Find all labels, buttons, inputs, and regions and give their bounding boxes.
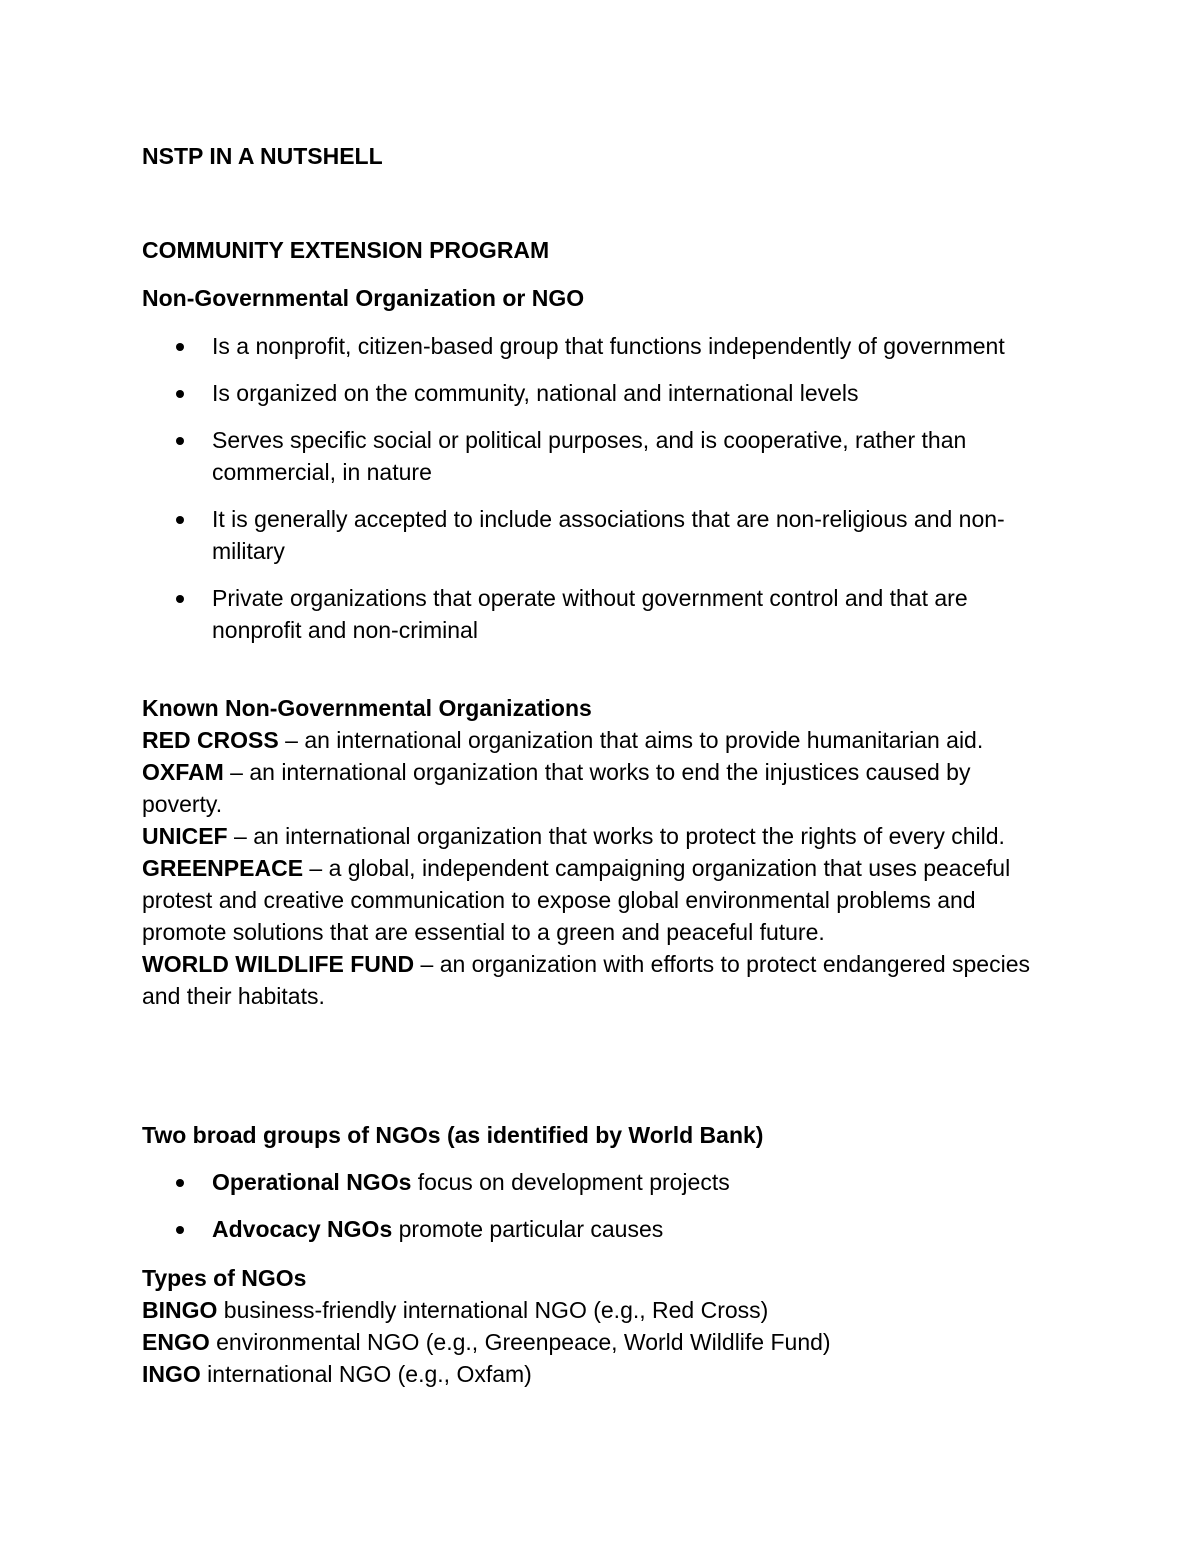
ngo-name: UNICEF xyxy=(142,823,228,849)
ngo-type-abbr: ENGO xyxy=(142,1329,210,1355)
ngo-description: – an international organization that works to end the injustices caused by poverty. xyxy=(142,759,971,817)
ngo-entry-red-cross xyxy=(142,724,1042,756)
ngo-types-heading: Types of NGOs xyxy=(142,1265,307,1291)
section-heading: COMMUNITY EXTENSION PROGRAM xyxy=(142,237,550,263)
bullet-icon xyxy=(176,595,184,603)
ngo-entry-unicef xyxy=(142,820,1042,852)
ngo-entry-greenpeace xyxy=(142,852,1042,948)
document-title: NSTP IN A NUTSHELL xyxy=(142,143,383,169)
ngo-name: GREENPEACE xyxy=(142,855,304,881)
ngo-name: OXFAM xyxy=(142,759,224,785)
bullet-icon xyxy=(176,343,184,351)
list-item-text: Serves specific social or political purposes, and is cooperative, rather than commercial, in nature xyxy=(212,427,967,485)
ngo-groups-section xyxy=(142,1119,1062,1260)
list-item-text: Is organized on the community, national and international levels xyxy=(212,380,859,406)
group-description: focus on development projects xyxy=(411,1169,730,1195)
ngo-groups-heading: Two broad groups of NGOs (as identified by World Bank) xyxy=(142,1122,764,1148)
list-item-text: Is a nonprofit, citizen-based group that functions independently of government xyxy=(212,333,1005,359)
list-item-text: Private organizations that operate without government control and that are nonprofit and non-criminal xyxy=(212,585,968,643)
ngo-types-section xyxy=(142,1262,1062,1390)
list-item xyxy=(142,424,1062,488)
ngo-type-abbr: INGO xyxy=(142,1361,201,1387)
list-item xyxy=(142,1166,1062,1198)
ngo-name: WORLD WILDLIFE FUND xyxy=(142,951,415,977)
ngo-type-entry xyxy=(142,1326,1062,1358)
ngo-entry-world-wildlife-fund xyxy=(142,948,1042,1012)
list-item xyxy=(142,503,1062,567)
ngo-description: – an international organization that works to protect the rights of every child. xyxy=(227,823,1005,849)
ngo-type-abbr: BINGO xyxy=(142,1297,218,1323)
ngo-description: – an international organization that aims to provide humanitarian aid. xyxy=(278,727,984,753)
list-item-text: It is generally accepted to include associations that are non-religious and non-military xyxy=(212,506,1005,564)
ngo-type-description: business-friendly international NGO (e.g., Red Cross) xyxy=(217,1297,769,1323)
ngo-type-description: international NGO (e.g., Oxfam) xyxy=(200,1361,532,1387)
group-term: Operational NGOs xyxy=(212,1169,412,1195)
ngo-type-entry xyxy=(142,1294,1062,1326)
ngo-definition-list xyxy=(142,330,1062,661)
known-ngos-section xyxy=(142,692,1042,1012)
ngo-description: – an organization with efforts to protect endangered species and their habitats. xyxy=(142,951,1030,1009)
bullet-icon xyxy=(176,437,184,445)
group-description: promote particular causes xyxy=(392,1216,664,1242)
ngo-name: RED CROSS xyxy=(142,727,279,753)
bullet-icon xyxy=(176,390,184,398)
list-item xyxy=(142,330,1062,362)
list-item xyxy=(142,1213,1062,1245)
list-item xyxy=(142,582,1062,646)
ngo-description: – a global, independent campaigning organization that uses peaceful protest and creative communication to expose global environmental problems and promote solutions that are essential to a green and peaceful future. xyxy=(142,855,1011,945)
ngo-type-description: environmental NGO (e.g., Greenpeace, World Wildlife Fund) xyxy=(209,1329,831,1355)
known-ngos-heading: Known Non-Governmental Organizations xyxy=(142,695,592,721)
ngo-type-entry xyxy=(142,1358,1062,1390)
ngo-definition-heading: Non-Governmental Organization or NGO xyxy=(142,285,585,311)
group-term: Advocacy NGOs xyxy=(212,1216,393,1242)
ngo-entry-oxfam xyxy=(142,756,1042,820)
list-item xyxy=(142,377,1062,409)
bullet-icon xyxy=(176,516,184,524)
bullet-icon xyxy=(176,1226,184,1234)
bullet-icon xyxy=(176,1179,184,1187)
